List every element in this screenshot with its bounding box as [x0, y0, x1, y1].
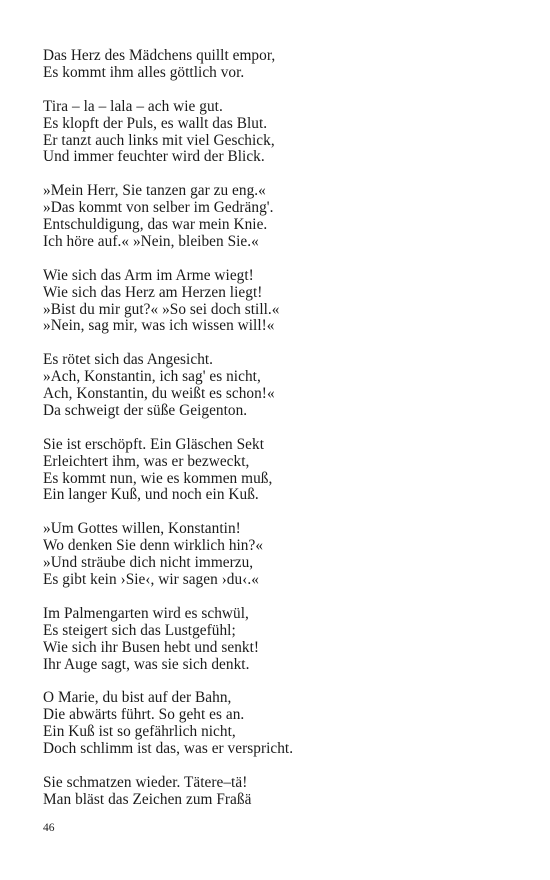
stanza: [43, 352, 513, 420]
poem-text: [43, 48, 513, 826]
verse-line: Es gibt kein ›Sie‹, wir sagen ›du‹.«: [43, 571, 259, 588]
verse-line: Die abwärts führt. So geht es an.: [43, 706, 245, 724]
verse-line: »Nein, sag mir, was ich wissen will!«: [43, 317, 275, 335]
verse-line: Sie schmatzen wieder. Tätere–tä!: [43, 773, 248, 791]
verse-line: Es kommt nun, wie es kommen muß,: [43, 469, 273, 487]
stanza: [43, 775, 513, 809]
stanza: [43, 99, 513, 167]
stanza: [43, 437, 513, 505]
page-number: 46: [43, 822, 55, 834]
verse-line: Da schweigt der süße Geigenton.: [43, 401, 248, 419]
verse-line: Ich höre auf.« »Nein, bleiben Sie.«: [43, 232, 259, 250]
verse-line: Es rötet sich das Angesicht.: [43, 351, 214, 369]
verse-line: »Bist du mir gut?« »So sei doch still.«: [43, 300, 280, 318]
verse-line: Wie sich das Arm im Arme wiegt!: [43, 266, 254, 284]
verse-line: Im Palmengarten wird es schwül,: [43, 604, 249, 622]
verse-line: Sie ist erschöpft. Ein Gläschen Sekt: [43, 435, 265, 453]
stanza: [43, 521, 513, 589]
verse-line: »Um Gottes willen, Konstantin!: [43, 520, 241, 538]
stanza: [43, 183, 513, 251]
verse-line: »Das kommt von selber im Gedräng'.: [43, 199, 274, 217]
verse-line: Wie sich ihr Busen hebt und senkt!: [43, 638, 260, 656]
verse-line: O Marie, du bist auf der Bahn,: [43, 689, 232, 707]
verse-line: Tira – la – lala – ach wie gut.: [43, 97, 223, 115]
verse-line: »Und sträube dich nicht immerzu,: [43, 554, 254, 572]
verse-line: Ein Kuß ist so gefährlich nicht,: [43, 723, 236, 741]
stanza: [43, 268, 513, 336]
verse-line: Erleichtert ihm, was er bezweckt,: [43, 452, 250, 470]
verse-line: Das Herz des Mädchens quillt empor,: [43, 47, 276, 64]
verse-line: Entschuldigung, das war mein Knie.: [43, 216, 268, 234]
verse-line: Man bläst das Zeichen zum Fraßä: [43, 790, 252, 808]
verse-line: Ihr Auge sagt, was sie sich denkt.: [43, 655, 250, 673]
verse-line: Es klopft der Puls, es wallt das Blut.: [43, 114, 268, 132]
verse-line: Er tanzt auch links mit viel Geschick,: [43, 131, 275, 149]
verse-line: Und immer feuchter wird der Blick.: [43, 148, 265, 166]
verse-line: Doch schlimm ist das, was er verspricht.: [43, 740, 294, 758]
verse-line: »Ach, Konstantin, ich sag' es nicht,: [43, 368, 261, 386]
stanza: [43, 690, 513, 758]
verse-line: Ein langer Kuß, und noch ein Kuß.: [43, 486, 259, 504]
verse-line: »Mein Herr, Sie tanzen gar zu eng.«: [43, 182, 266, 200]
stanza: [43, 606, 513, 674]
verse-line: Es kommt ihm alles göttlich vor.: [43, 63, 245, 81]
verse-line: Es steigert sich das Lustgefühl;: [43, 621, 236, 639]
verse-line: Ach, Konstantin, du weißt es schon!«: [43, 385, 275, 403]
verse-line: Wo denken Sie denn wirklich hin?«: [43, 537, 264, 555]
stanza: [43, 48, 513, 82]
verse-line: Wie sich das Herz am Herzen liegt!: [43, 283, 263, 301]
